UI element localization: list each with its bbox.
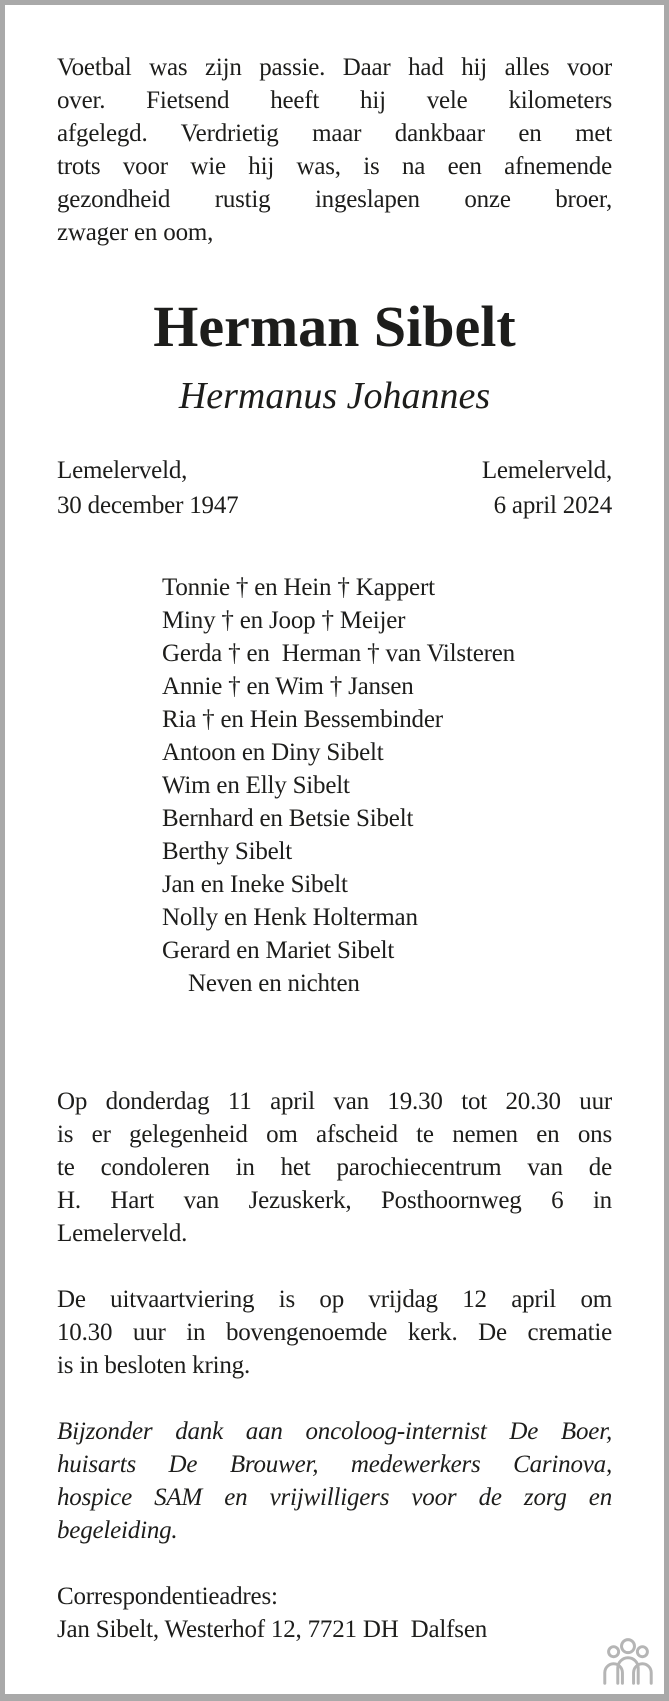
obituary-content — [5, 5, 664, 1646]
correspondence-block — [57, 1580, 612, 1646]
text-line: trots voor wie hij was, is na een afnemende — [57, 153, 612, 180]
text-line: gezondheid rustig ingeslapen onze broer, — [57, 186, 612, 213]
visitation-paragraph — [57, 1085, 612, 1250]
text-line: Berthy Sibelt — [162, 838, 293, 865]
birth-date: 30 december 1947 — [57, 492, 239, 519]
relatives-lines — [162, 571, 612, 967]
relatives-list — [57, 571, 612, 1000]
text-line: over. Fietsend heeft hij vele kilometers — [57, 87, 612, 114]
text-line: Nolly en Henk Holterman — [162, 904, 418, 931]
family-icon — [602, 1636, 654, 1686]
text-line: huisarts De Brouwer, medewerkers Carinova, — [57, 1451, 612, 1478]
text-line: Gerda † en Herman † van Vilsteren — [162, 640, 515, 667]
correspondence-address: Jan Sibelt, Westerhof 12, 7721 DH Dalfsen — [57, 1616, 488, 1643]
text-line: begeleiding. — [57, 1517, 178, 1544]
text-line: Annie † en Wim † Jansen — [162, 673, 414, 700]
birth-death-dates — [57, 453, 612, 523]
text-line: Bernhard en Betsie Sibelt — [162, 805, 414, 832]
thanks-paragraph — [57, 1415, 612, 1547]
text-line: Antoon en Diny Sibelt — [162, 739, 384, 766]
death-date: 6 april 2024 — [493, 492, 612, 519]
relatives-footer: Neven en nichten — [188, 970, 360, 997]
deceased-full-name: Hermanus Johannes — [178, 375, 491, 417]
text-line: Wim en Elly Sibelt — [162, 772, 350, 799]
text-line: 10.30 uur in bovengenoemde kerk. De crematie — [57, 1319, 612, 1346]
text-line: afgelegd. Verdrietig maar dankbaar en met — [57, 120, 612, 147]
text-line: Voetbal was zijn passie. Daar had hij alles voor — [57, 54, 612, 81]
birth-place: Lemelerveld, — [57, 457, 188, 484]
text-line: H. Hart van Jezuskerk, Posthoornweg 6 in — [57, 1187, 612, 1214]
text-line: Miny † en Joop † Meijer — [162, 607, 406, 634]
text-line: zwager en oom, — [57, 219, 214, 246]
text-line: Jan en Ineke Sibelt — [162, 871, 348, 898]
intro-paragraph — [57, 51, 612, 249]
death-place-date — [482, 453, 612, 523]
text-line: Ria † en Hein Bessembinder — [162, 706, 443, 733]
correspondence-label: Correspondentieadres: — [57, 1583, 278, 1610]
text-line: Op donderdag 11 april van 19.30 tot 20.30 uur — [57, 1088, 612, 1115]
text-line: Bijzonder dank aan oncoloog-internist De Boer, — [57, 1418, 612, 1445]
text-line: hospice SAM en vrijwilligers voor de zorg en — [57, 1484, 612, 1511]
funeral-paragraph — [57, 1283, 612, 1382]
text-line: De uitvaartviering is op vrijdag 12 april om — [57, 1286, 612, 1313]
birth-place-date — [57, 453, 238, 523]
death-place: Lemelerveld, — [481, 457, 612, 484]
text-line: Tonnie † en Hein † Kappert — [162, 574, 435, 601]
text-line: is er gelegenheid om afscheid te nemen en ons — [57, 1121, 612, 1148]
text-line: Lemelerveld. — [57, 1220, 188, 1247]
text-line: is in besloten kring. — [57, 1352, 251, 1379]
text-line: Gerard en Mariet Sibelt — [162, 937, 395, 964]
deceased-name: Herman Sibelt — [153, 294, 516, 359]
text-line: te condoleren in het parochiecentrum van de — [57, 1154, 612, 1181]
